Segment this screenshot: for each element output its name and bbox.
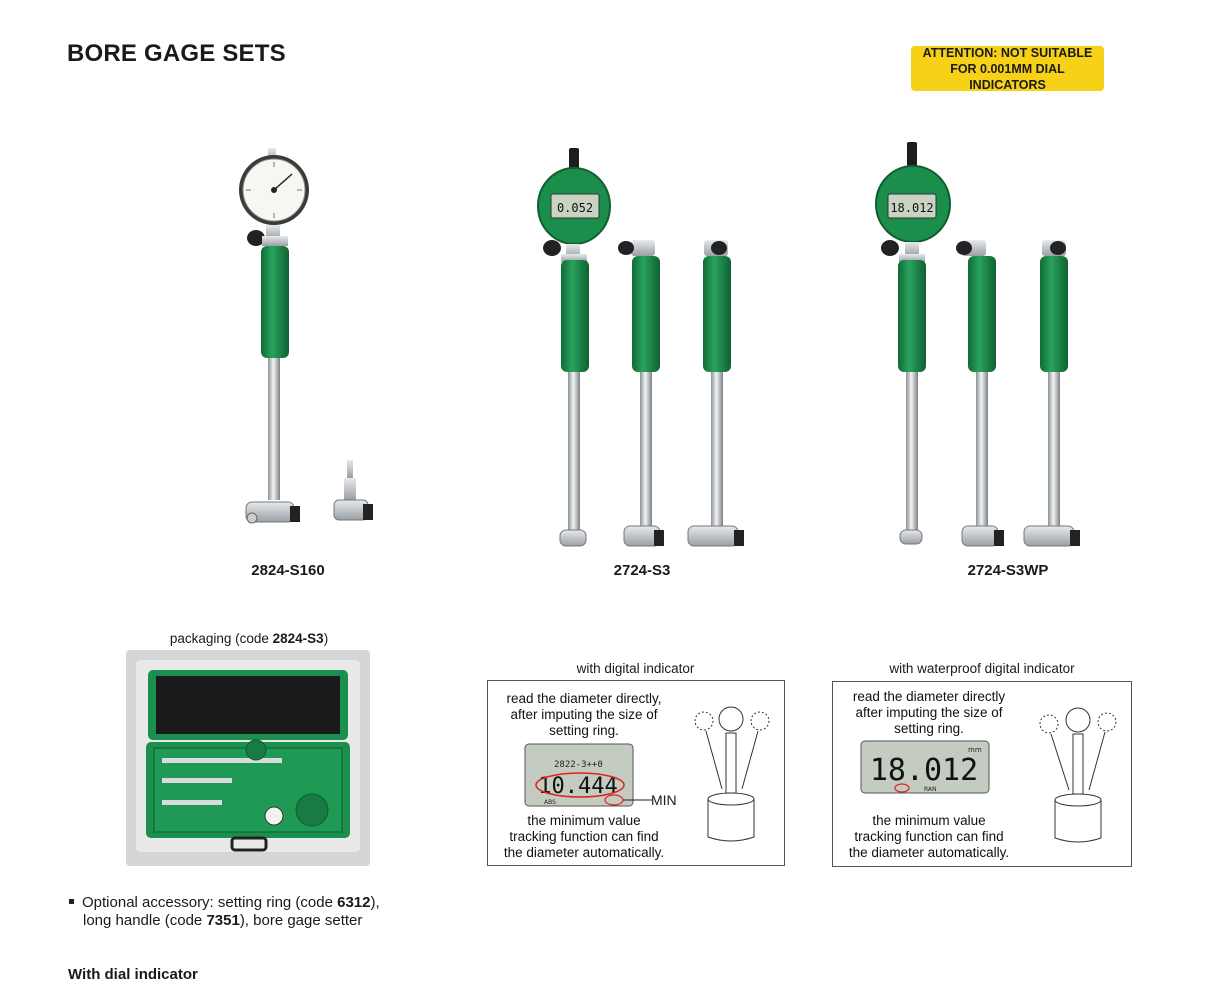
bullet-icon	[69, 899, 74, 904]
digital-measuring-illustration	[686, 699, 778, 849]
lcd-abs-label: ABS	[544, 799, 556, 806]
attention-line-1: ATTENTION: NOT SUITABLE	[922, 45, 1093, 60]
packaging-image	[126, 650, 370, 866]
digital-panel-caption: with digital indicator	[576, 661, 695, 676]
digital-text-bottom: the minimum value tracking function can find the diameter automatically.	[503, 813, 665, 860]
lcd-main-readout: 10.444	[538, 774, 618, 799]
attention-line-2: FOR 0.001MM DIAL INDICATORS	[950, 61, 1065, 92]
product-code-2824-s160: 2824-S160	[251, 562, 325, 579]
min-label: MIN	[651, 792, 677, 808]
lcd-small-readout: 2822-3++0	[554, 760, 603, 770]
product-illustrations	[0, 130, 1218, 560]
waterproof-lcd-ran: RAN	[924, 786, 937, 793]
gage-2724-s3wp	[876, 142, 1080, 546]
waterproof-panel-caption: with waterproof digital indicator	[889, 661, 1075, 676]
s3wp-dial-readout: 18.012	[890, 201, 934, 215]
waterproof-lcd-unit: mm	[968, 746, 982, 754]
digital-panel	[487, 680, 785, 866]
attention-badge	[911, 46, 1104, 91]
waterproof-lcd-illustration	[860, 740, 992, 796]
gage-2824-s160	[239, 148, 373, 523]
digital-text-top: read the diameter directly, after imputing the size of setting ring.	[506, 691, 662, 738]
page-title: BORE GAGE SETS	[67, 40, 286, 67]
gage-2724-s3	[538, 148, 744, 546]
waterproof-text-bottom: the minimum value tracking function can find the diameter automatically.	[848, 813, 1010, 860]
accessory-note: Optional accessory: setting ring (code 6312), long handle (code 7351), bore gage setter	[67, 894, 487, 930]
product-code-2724-s3wp: 2724-S3WP	[967, 562, 1049, 579]
waterproof-measuring-illustration	[1033, 700, 1125, 850]
waterproof-text-top: read the diameter directly after imputing the size of setting ring.	[852, 689, 1006, 736]
section-heading: With dial indicator	[68, 966, 198, 983]
product-code-2724-s3: 2724-S3	[613, 562, 671, 579]
digital-lcd-illustration	[524, 743, 654, 813]
waterproof-panel	[832, 681, 1132, 867]
s3-dial-readout: 0.052	[556, 201, 594, 215]
packaging-caption: packaging (code 2824-S3)	[169, 631, 329, 646]
waterproof-lcd-readout: 18.012	[869, 753, 979, 788]
